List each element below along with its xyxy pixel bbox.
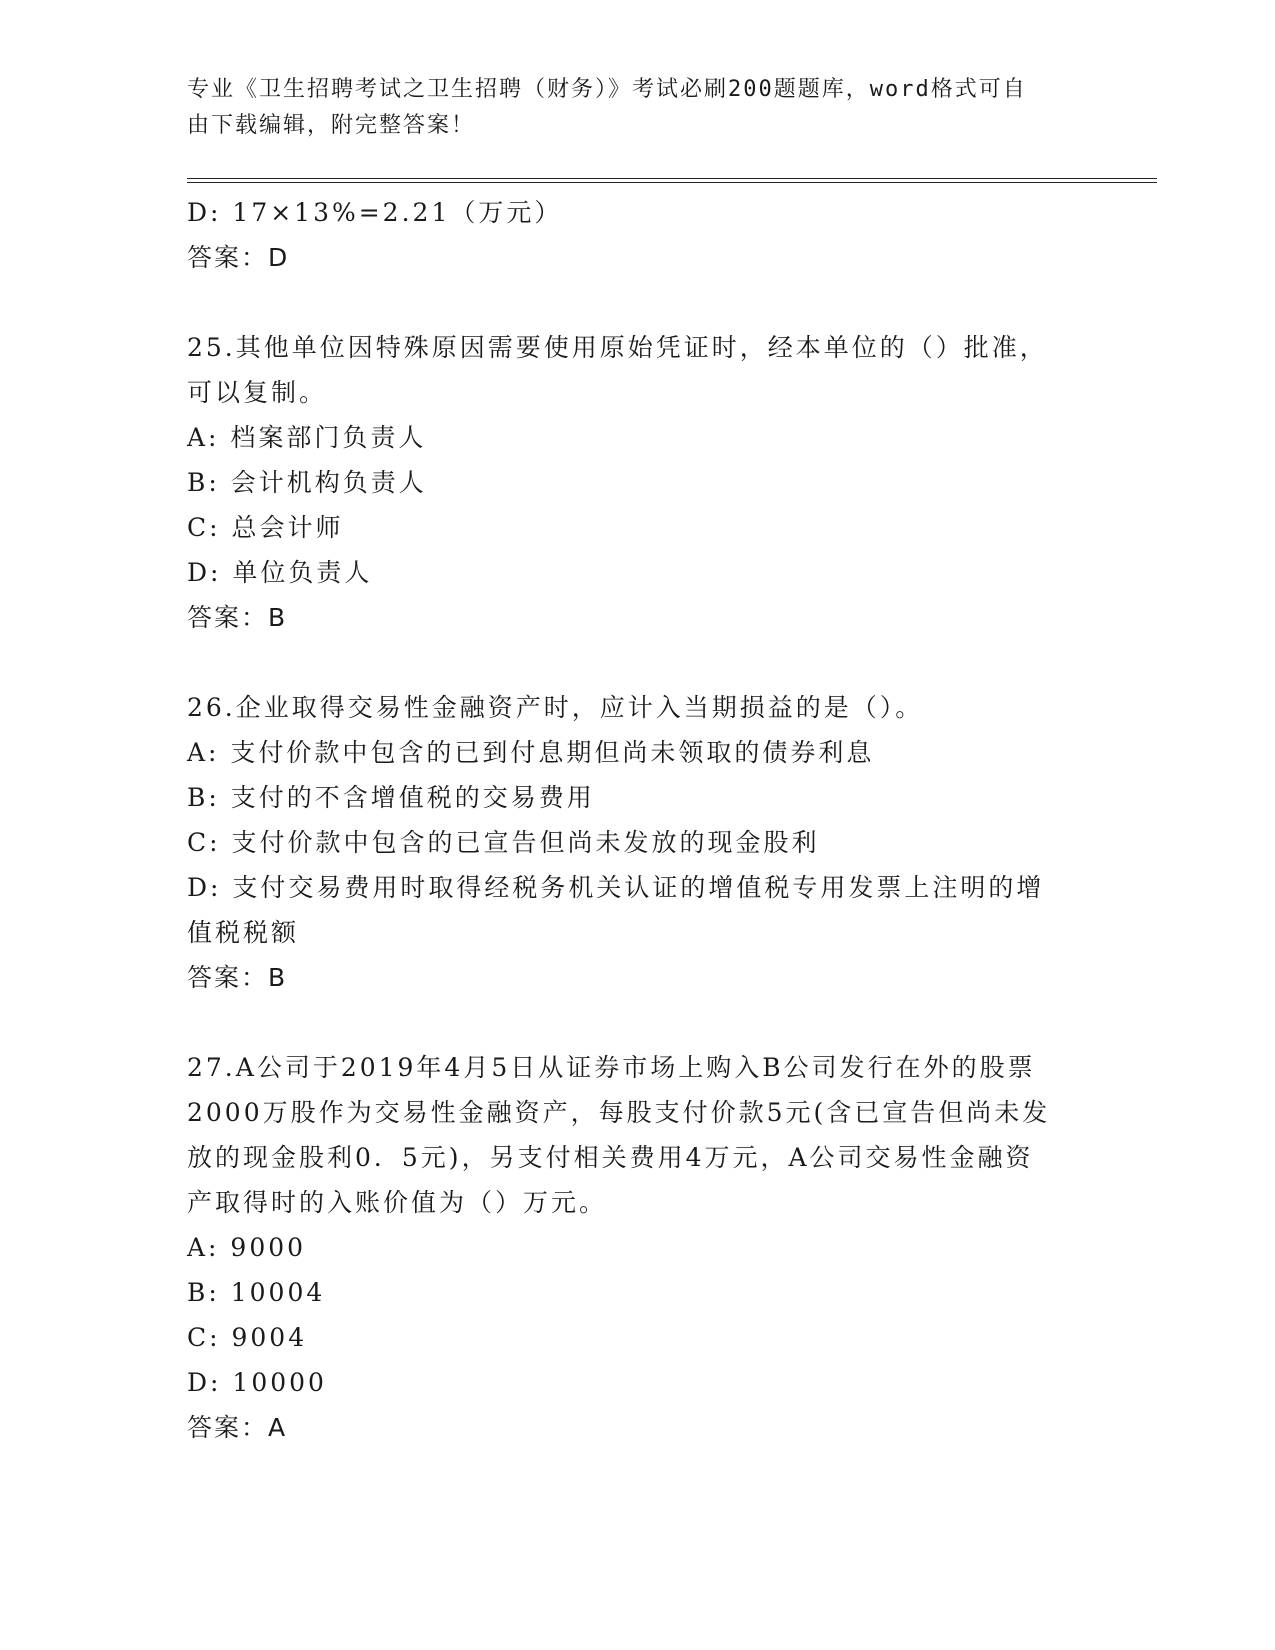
question-stem-line: 25.其他单位因特殊原因需要使用原始凭证时，经本单位的（）批准， [187,333,1048,362]
spacer [187,1000,1067,1045]
option-b: B: 10004 [187,1278,326,1307]
option-d: D: 单位负责人 [187,558,373,587]
answer: 答案：B [187,963,288,992]
question-25 [187,325,1067,640]
question-stem-line: 26.企业取得交易性金融资产时，应计入当期损益的是（）。 [187,693,924,722]
answer: 答案：B [187,603,288,632]
header-divider [187,178,1157,183]
question-stem-line: 可以复制。 [187,378,328,407]
option-b: B: 会计机构负责人 [187,468,427,497]
option-b: B: 支付的不含增值税的交易费用 [187,783,595,812]
option-a: A: 档案部门负责人 [187,423,427,452]
option-d-continued: 值税税额 [187,918,300,947]
spacer [187,280,1067,325]
prev-option-d: D: 17×13%=2.21（万元） [187,198,563,227]
option-d: D: 支付交易费用时取得经税务机关认证的增值税专用发票上注明的增 [187,873,1045,902]
header-line-2: 由下载编辑，附完整答案！ [187,113,476,138]
spacer [187,640,1067,685]
option-a: A: 支付价款中包含的已到付息期但尚未领取的债券利息 [187,738,875,767]
question-stem-line: 2000万股作为交易性金融资产，每股支付价款5元(含已宣告但尚未发 [187,1098,1051,1127]
answer: 答案：A [187,1413,288,1442]
document-header [187,72,1067,144]
header-line-1: 专业《卫生招聘考试之卫生招聘（财务）》考试必刷200题题库，word格式可自 [187,77,1027,102]
question-stem-line: 产取得时的入账价值为（）万元。 [187,1188,608,1217]
question-stem-line: 放的现金股利0．5元)，另支付相关费用4万元，A公司交易性金融资 [187,1143,1034,1172]
option-c: C: 9004 [187,1323,308,1352]
option-a: A: 9000 [187,1233,307,1262]
option-d: D: 10000 [187,1368,327,1397]
prev-answer: 答案：D [187,243,290,272]
option-c: C: 总会计师 [187,513,344,542]
question-stem-line: 27.A公司于2019年4月5日从证券市场上购入B公司发行在外的股票 [187,1053,1036,1082]
question-26 [187,685,1067,1000]
option-c: C: 支付价款中包含的已宣告但尚未发放的现金股利 [187,828,820,857]
question-content [187,190,1067,1450]
question-27 [187,1045,1067,1450]
